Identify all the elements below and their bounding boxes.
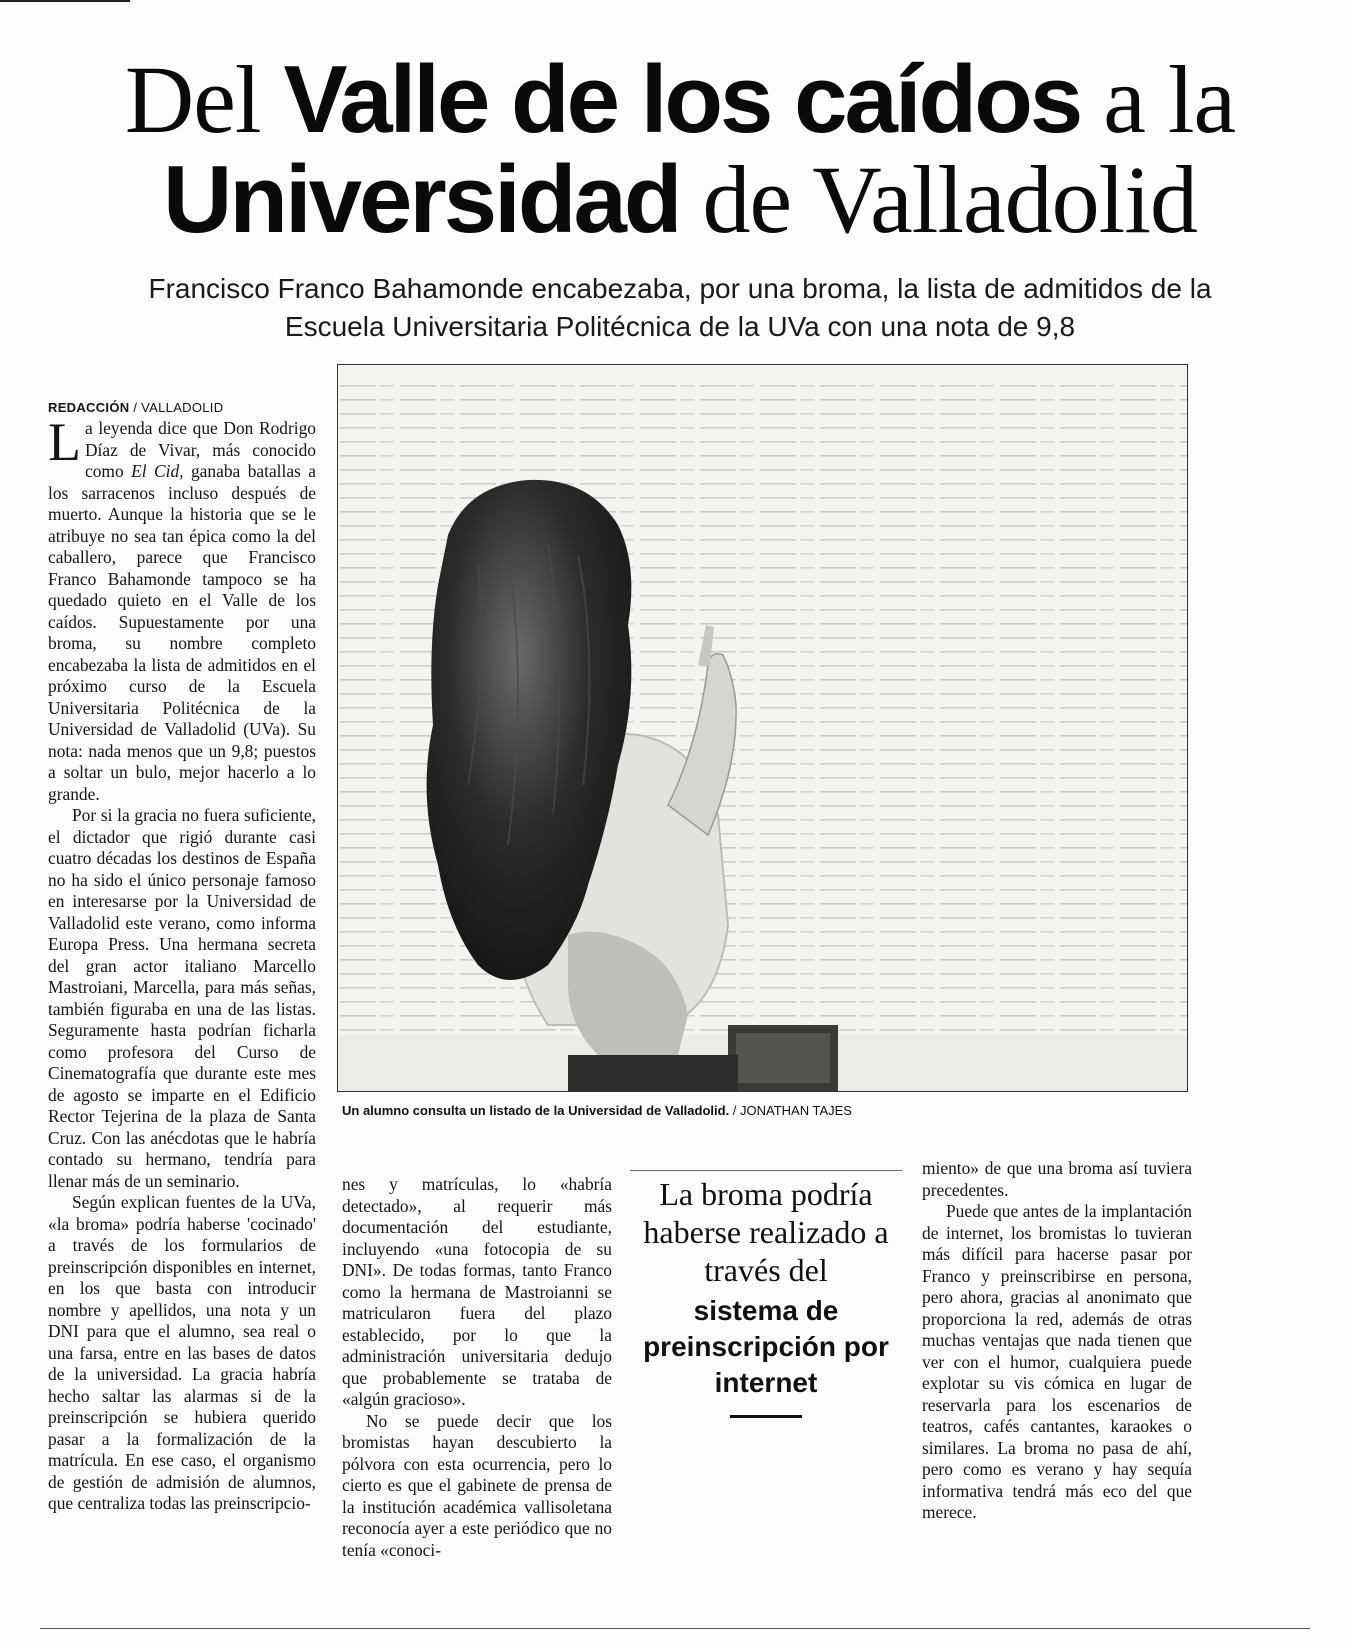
byline-section: REDACCIÓN <box>48 400 130 415</box>
paragraph-1 <box>48 412 316 805</box>
headline-part-2: Valle de los caídos <box>283 46 1081 153</box>
paragraph-5: No se puede decir que los bromistas hayan descubierto la pólvora con esta ocurrencia, pero lo cierto es que el gabinete de prensa de la institución académica vallisoletana reconocía ayer a este periódico que no tenía «conoci- <box>342 1410 612 1560</box>
headline-part-4: Universidad <box>163 146 680 253</box>
bottom-rule <box>40 1628 1310 1629</box>
pull-quote-rule <box>730 1415 802 1418</box>
paragraph-2: Por si la gracia no fuera suficiente, el dictador que rigió durante casi cuatro décadas los destinos de España no ha sido el único personaje famoso en interesarse por la Universidad de Valladolid este verano, como informa Europa Press. Una hermana secreta del gran actor italiano Marcello Mastroiani, Marcella, para más señas, también figuraba en una de las listas. Seguramente hasta podrían ficharla como profesora del Curso de Cinematografía que durante este mes de agosto se imparte en el Edificio Rector Tejerina de la plaza de Santa Cruz. Con las anécdotas que le habría contado su hermano, tendría para llenar más de un seminario. <box>48 805 316 1191</box>
article-column-3 <box>922 1158 1192 1524</box>
photo-student-reading-list <box>338 365 1187 1091</box>
caption-text: Un alumno consulta un listado de la Universidad de Valladolid. <box>342 1103 730 1118</box>
paragraph-1-text-a: a leyenda dice que Don Rodrigo Díaz de Vivar, más conocido como <box>85 418 316 481</box>
paragraph-3: Según explican fuentes de la UVa, «la broma» podría haberse 'cocinado' a través de los formularios de preinscripción disponibles en internet, en los que basta con introducir nombre y apellidos, una nota y un DNI para que el alumno, sea real o una farsa, entre en las bases de datos de la universidad. La gracia habría hecho saltar las alarmas si de la preinscripción se hubiera querido pasar a la formalización de la matrícula. En ese caso, el organismo de gestión de admisión de alumnos, que centraliza todas las preinscripcio- <box>48 1192 316 1513</box>
byline-place: / VALLADOLID <box>129 400 224 415</box>
subheadline <box>60 270 1300 346</box>
pull-quote-light: La broma podría haberse realizado a través del <box>643 1176 889 1288</box>
subhead-line-1: Francisco Franco Bahamonde encabezaba, por una broma, la lista de admitidos de la <box>148 273 1212 304</box>
pull-quote <box>630 1170 902 1418</box>
headline <box>60 46 1300 253</box>
subhead-line-2: Escuela Universitaria Politécnica de la UVa con una nota de 9,8 <box>284 311 1076 342</box>
photo-caption <box>342 1102 1202 1120</box>
headline-part-5: de Valladolid <box>679 146 1197 253</box>
paragraph-7: Puede que antes de la implantación de internet, los bromistas lo tuvieran más difícil para hacerse pasar por Franco y preinscribirse en persona, pero ahora, gracias al anonimato que proporciona la red, además de otras muchas ventajas que nada tienen que ver con el humor, cualquiera puede explotar su vis cómica en lugar de reservarla para los escenarios de teatros, cafés cantantes, karaokes o similares. La broma no pasa de ahí, pero como es verano y hay sequía informativa tendrá más eco del que merece. <box>922 1201 1192 1522</box>
paragraph-6: miento» de que una broma así tuviera precedentes. <box>922 1158 1192 1200</box>
byline <box>48 398 316 418</box>
drop-cap: L <box>48 412 81 472</box>
headline-part-1: Del <box>124 46 284 153</box>
paragraph-4: nes y matrículas, lo «habría detectado», al requerir más documentación del estudiante, incluyendo «una fotocopia de su DNI». De todas formas, tanto Franco como la hermana de Mastroianni se matricularon fuera del plazo establecido, por lo que la administración universitaria dedujo que probablemente se trataba de «algún gracioso». <box>342 1174 612 1409</box>
pull-quote-bold: sistema de preinscripción por internet <box>643 1295 889 1398</box>
article-column-1 <box>48 398 316 1515</box>
article-photo <box>337 364 1188 1092</box>
top-rule <box>0 0 130 2</box>
article-column-2 <box>342 1174 612 1561</box>
headline-part-3: a la <box>1080 46 1236 153</box>
caption-credit: / JONATHAN TAJES <box>729 1103 852 1118</box>
paragraph-1-emphasis: El Cid, <box>131 461 184 481</box>
paragraph-1-text-b: ganaba batallas a los sarracenos incluso después de muerto. Aunque la historia que se le atribuye no sea tan épica como la del caballero, parece que Francisco Franco Bahamonde tampoco se ha quedado quieto en el Valle de los caídos. Supuestamente por una broma, su nombre completo encabezaba la lista de admitidos en el próximo curso de la Escuela Universitaria Politécnica de la Universidad de Valladolid (UVa). Su nota: nada menos que un 9,8; puestos a soltar un bulo, mejor hacerlo a lo grande. <box>48 461 316 804</box>
